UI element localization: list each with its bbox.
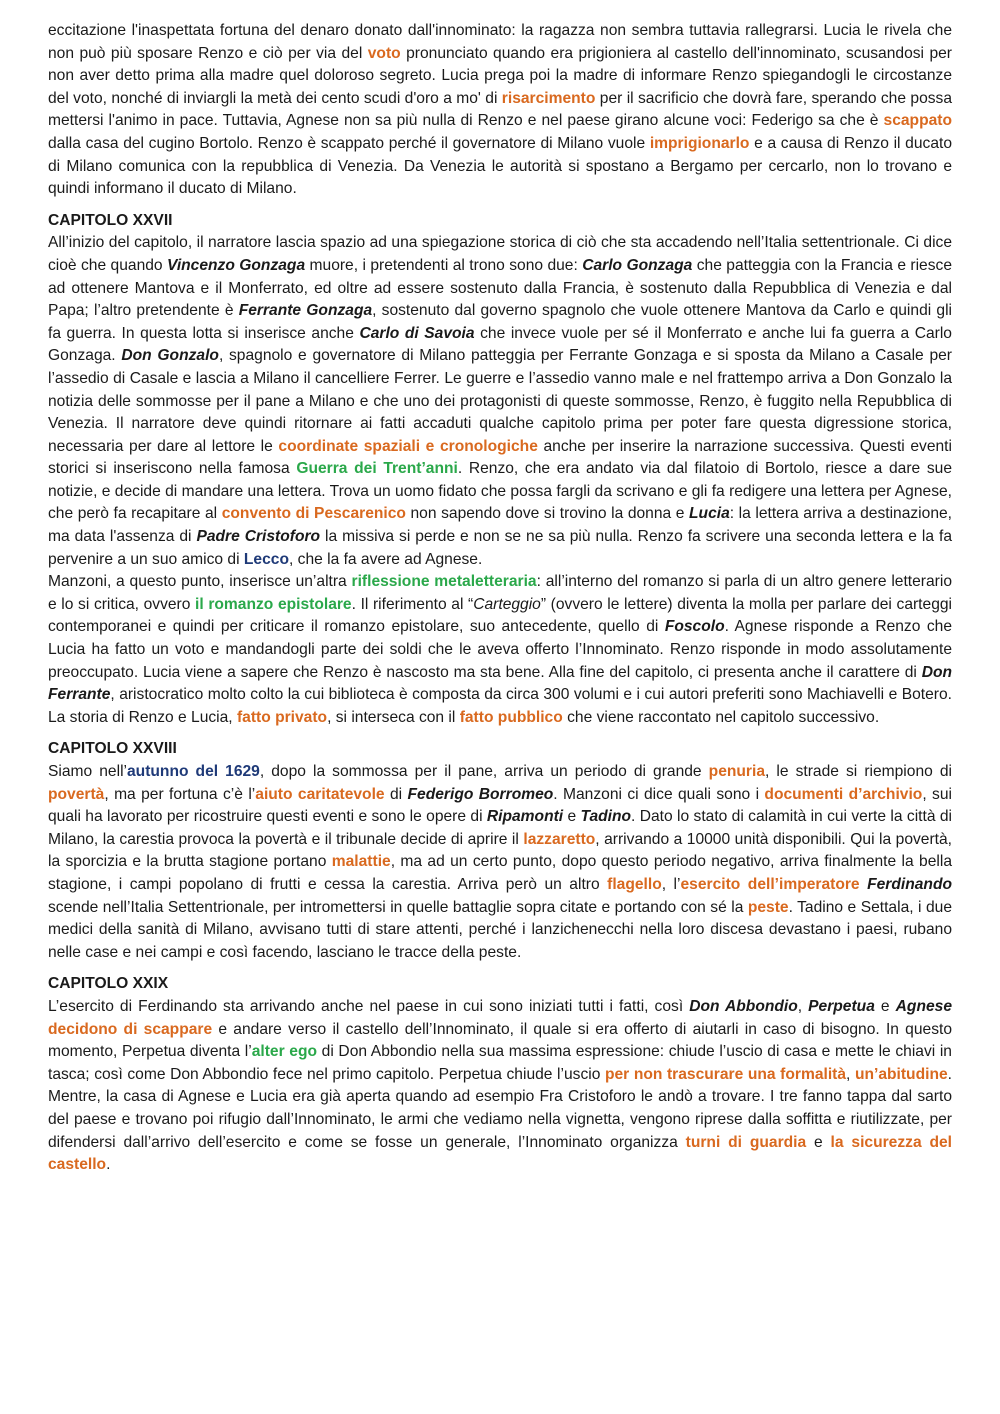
highlighted-term: documenti d’archivio <box>764 785 923 803</box>
text-run: e <box>563 808 581 826</box>
text-run: . Mentre, la casa di Agnese e Lucia era già aperta quando ad esempio Fra Cristoforo le andò a trovare. I tre fanno tappa dal sarto del paese e trovano poi rifugio dall’Innominato, le armi che vediamo nella vignetta, vengono riprese dalla soffitta e riutilizzate, per difendersi dall’arrivo dell’esercito e come se fosse un generale, l’Innominato organizza <box>48 1065 952 1151</box>
text-run: ” (ovvero le lettere) diventa la molla per parlare dei carteggi contemporanei e quindi per criticare il romanzo epistolare, suo antecedente, quello di <box>48 595 953 636</box>
highlighted-term: alter ego <box>251 1043 318 1061</box>
highlighted-term: fatto privato <box>236 708 328 726</box>
highlighted-term: Ferrante Gonzaga <box>238 302 373 320</box>
text-run: . <box>106 1156 111 1174</box>
paragraph-chapter-28 <box>48 761 952 964</box>
highlighted-term: lazzaretto <box>523 830 596 848</box>
highlighted-term: fatto pubblico <box>459 708 563 726</box>
highlighted-term: scappato <box>883 112 952 130</box>
text-run: scende nell’Italia Settentrionale, per intromettersi in quelle battaglie sopra citate e portando con sé la <box>48 898 748 916</box>
highlighted-term: Carlo di Savoia <box>359 324 475 342</box>
text-run: , <box>797 997 809 1015</box>
text-run: . Tadino e Settala, i due medici della sanità di Milano, avvisano tutti di stare attenti, perché i lanzichenecchi nella loro discesa devastano i paesi, rubano nelle case e nei campi e così facendo, lasciano le tracce della peste. <box>48 898 952 961</box>
highlighted-term: Ripamonti <box>486 808 564 826</box>
highlighted-term: Carteggio <box>473 595 541 613</box>
highlighted-term: Agnese <box>895 997 952 1015</box>
text-run: e <box>874 997 896 1015</box>
highlighted-term: Lucia <box>689 505 730 523</box>
text-run: , spagnolo e governatore di Milano patteggia per Ferrante Gonzaga e si sposta da Milano a Casale per l’assedio di Casale e lascia a Milano il cancelliere Ferrer. Le guerre e l’assedio vanno male e nel frattempo arriva a Don Gonzalo la notizia delle sommosse per il pane a Milano e che uno dei protagonisti di queste sommosse, Renzo, è fuggito nella Repubblica di Venezia. Il narratore deve quindi ritornare ai fatti accaduti qualche capitolo prima per poter fare questa digressione storica, necessaria per dare al lettore le <box>48 347 952 455</box>
text-run: che invece vuole per sé il Monferrato e anche lui fa guerra a Carlo Gonzaga. <box>48 324 952 365</box>
highlighted-term: turni di guardia <box>685 1133 807 1151</box>
highlighted-term: esercito dell’imperatore <box>680 875 860 893</box>
highlighted-term: un’abitudine <box>854 1065 948 1083</box>
highlighted-term: aiuto caritatevole <box>255 785 385 803</box>
text-run: per il sacrificio che dovrà fare, sperando che possa mettersi l'animo in pace. Tuttavia, Agnese non sa più nulla di Renzo e nel paese girano alcune voci: Federigo sa che è <box>48 89 953 130</box>
text-run: pronunciato quando era prigioniera al castello dell'innominato, scusandosi per non aver detto prima alla madre quel doloroso segreto. Lucia prega poi la madre di informare Renzo spiegandogli le circostanze del voto, nonché di inviargli la metà dei cento scudi d'oro a mo' di <box>48 44 952 107</box>
highlighted-term: penuria <box>708 763 765 780</box>
highlighted-term: riflessione metaletteraria <box>351 573 537 591</box>
text-run: : all’interno del romanzo si parla di un altro genere letterario e lo si critica, ovvero <box>48 573 952 613</box>
text-run: e <box>806 1133 831 1151</box>
chapter-heading-28: CAPITOLO XXVIII <box>48 740 177 758</box>
highlighted-term: Foscolo <box>664 618 725 636</box>
highlighted-term: il romanzo epistolare <box>195 595 352 613</box>
text-run: , ma ad un certo punto, dopo questo periodo negativo, arriva finalmente la bella stagione, i campi popolano di frutti e cessa la carestia. Arriva però un altro <box>48 853 952 893</box>
highlighted-term: voto <box>367 44 401 62</box>
highlighted-term: Padre Cristoforo <box>196 528 321 546</box>
highlighted-term: malattie <box>331 853 391 871</box>
highlighted-term: risarcimento <box>501 89 596 107</box>
text-run: All’inizio del capitolo, il narratore lascia spazio ad una spiegazione storica di ciò che sta accadendo nell’Italia settentrionale. Ci dice cioè che quando <box>48 234 952 274</box>
text-run: L’esercito di Ferdinando sta arrivando anche nel paese in cui sono iniziati tutti i fatti, così <box>48 997 690 1015</box>
text-run: , sostenuto dal governo spagnolo che vuole ottenere Mantova da Carlo e quindi gli fa guerra. In questa lotta si inserisce anche <box>48 302 952 342</box>
text-run: Manzoni, a questo punto, inserisce un’altra <box>48 573 352 591</box>
text-run: . Agnese risponde a Renzo che Lucia ha fatto un voto e mandandogli parte dei soldi che le aveva offerto l’Innominato. Renzo risponde in modo assolutamente preoccupato. Lucia viene a sapere che Renzo è nascosto ma sta bene. Alla fine del capitolo, ci presenta anche il carattere di <box>48 618 952 681</box>
text-run: non sapendo dove si trovino la donna e <box>405 505 690 523</box>
text-run: : la lettera arriva a destinazione, ma data l'assenza di <box>48 505 952 546</box>
highlighted-term: la sicurezza del castello <box>48 1133 952 1174</box>
text-run <box>860 876 868 893</box>
highlighted-term: Don Gonzalo <box>121 347 219 365</box>
highlighted-term: per non trascurare una formalità <box>604 1065 847 1083</box>
highlighted-term: Lecco <box>243 550 289 568</box>
highlighted-term: Guerra dei Trent’anni <box>296 460 458 478</box>
highlighted-term: povertà <box>48 785 105 803</box>
text-run: e andare verso il castello dell’Innominato, il quale si era offerto di aiutarli in caso di bisogno. In questo momento, Perpetua diventa l’ <box>48 1020 953 1061</box>
highlighted-term: decidono di scappare <box>48 1020 213 1038</box>
text-run: anche per inserire la narrazione successiva. Questi eventi storici si inseriscono nella famosa <box>48 437 952 478</box>
text-run: , l’ <box>661 875 681 893</box>
highlighted-term: convento di Pescarenico <box>221 505 406 523</box>
text-run: , le strade si riempiono di <box>765 763 952 780</box>
highlighted-term: imprigionarlo <box>649 134 750 152</box>
paragraph-intro <box>48 20 952 201</box>
chapter-heading-29: CAPITOLO XXIX <box>48 975 169 993</box>
highlighted-term: Don Ferrante <box>48 663 952 704</box>
text-run: . Dato lo stato di calamità in cui verte la città di Milano, la carestia provoca la povertà e il tribunale decide di aprire il <box>48 808 952 848</box>
document-page <box>48 20 952 1177</box>
text-run: Siamo nell’ <box>48 763 127 780</box>
chapter-heading-27: CAPITOLO XXVII <box>48 211 173 229</box>
text-run: eccitazione l'inaspettata fortuna del denaro donato dall'innominato: la ragazza non sembra tuttavia rallegrarsi. Lucia le rivela che non può più sposare Renzo e ciò per via del <box>48 22 952 62</box>
highlighted-term: Federigo Borromeo <box>407 785 554 803</box>
highlighted-term: Tadino <box>580 808 632 826</box>
text-run: , arrivando a 10000 unità disponibili. Qui la povertà, la sporcizia e la brutta stagione portano <box>48 830 952 871</box>
text-run: di <box>384 785 408 803</box>
highlighted-term: Ferdinando <box>867 875 953 893</box>
text-run: la missiva si perde e non se ne sa più nulla. Renzo fa scrivere una seconda lettera e la fa pervenire a un suo amico di <box>48 528 952 568</box>
text-run: , si interseca con il <box>327 708 460 726</box>
highlighted-term: peste <box>747 898 789 916</box>
text-run: . Manzoni ci dice quali sono i <box>553 785 765 803</box>
highlighted-term: Vincenzo Gonzaga <box>167 256 306 274</box>
text-run: . Il riferimento al “ <box>351 595 474 613</box>
text-run: , che la fa avere ad Agnese. <box>288 550 483 568</box>
text-run: che viene raccontato nel capitolo successivo. <box>562 708 880 726</box>
text-run: di Don Abbondio nella sua massima espressione: chiude l’uscio di casa e mette le chiavi in tasca; così come Don Abbondio fece nel primo capitolo. Perpetua chiude l’uscio <box>48 1043 952 1083</box>
paragraph-chapter-29 <box>48 996 952 1177</box>
text-run: , aristocratico molto colto la cui biblioteca è composta da circa 300 volumi e i cui autori preferiti sono Machiavelli e Botero. La storia di Renzo e Lucia, <box>48 686 952 726</box>
text-run: che patteggia con la Francia e riesce ad ottenere Mantova e il Monferrato, ed oltre ad essere sostenuto dalla Francia, è sostenuto dalla Repubblica di Venezia e dal Papa; l’altro pretendente è <box>48 256 952 320</box>
highlighted-term: flagello <box>607 875 662 893</box>
paragraph-chapter-27-b <box>48 571 952 729</box>
text-run: . Renzo, che era andato via dal filatoio di Bortolo, riesce a dare sue notizie, e decide di mandare una lettera. Trova un uomo fidato che possa fargli da scrivano e gli fa redigere una lettera per Agnese, che però fa recapitare al <box>48 460 953 523</box>
highlighted-term: Perpetua <box>808 997 875 1015</box>
text-run: dalla casa del cugino Bortolo. Renzo è scappato perché il governatore di Milano vuole <box>48 134 650 152</box>
paragraph-chapter-27-a <box>48 232 952 571</box>
highlighted-term: Don Abbondio <box>689 997 798 1015</box>
text-run: e a causa di Renzo il ducato di Milano comunica con la repubblica di Venezia. Da Venezia le autorità si spostano a Bergamo per cercarlo, non lo trovano e quindi informano il ducato di Milano. <box>48 134 952 198</box>
highlighted-term: autunno del 1629 <box>127 763 260 780</box>
text-run: , ma per fortuna c’è l’ <box>104 785 256 803</box>
highlighted-term: coordinate spaziali e cronologiche <box>278 437 538 455</box>
text-run: , dopo la sommossa per il pane, arriva un periodo di grande <box>259 763 709 780</box>
text-run: , sui quali ha lavorato per ricostruire questi eventi e sono le opere di <box>48 785 952 826</box>
text-run: , <box>846 1065 855 1083</box>
text-run: muore, i pretendenti al trono sono due: <box>305 256 583 274</box>
highlighted-term: Carlo Gonzaga <box>582 256 693 274</box>
